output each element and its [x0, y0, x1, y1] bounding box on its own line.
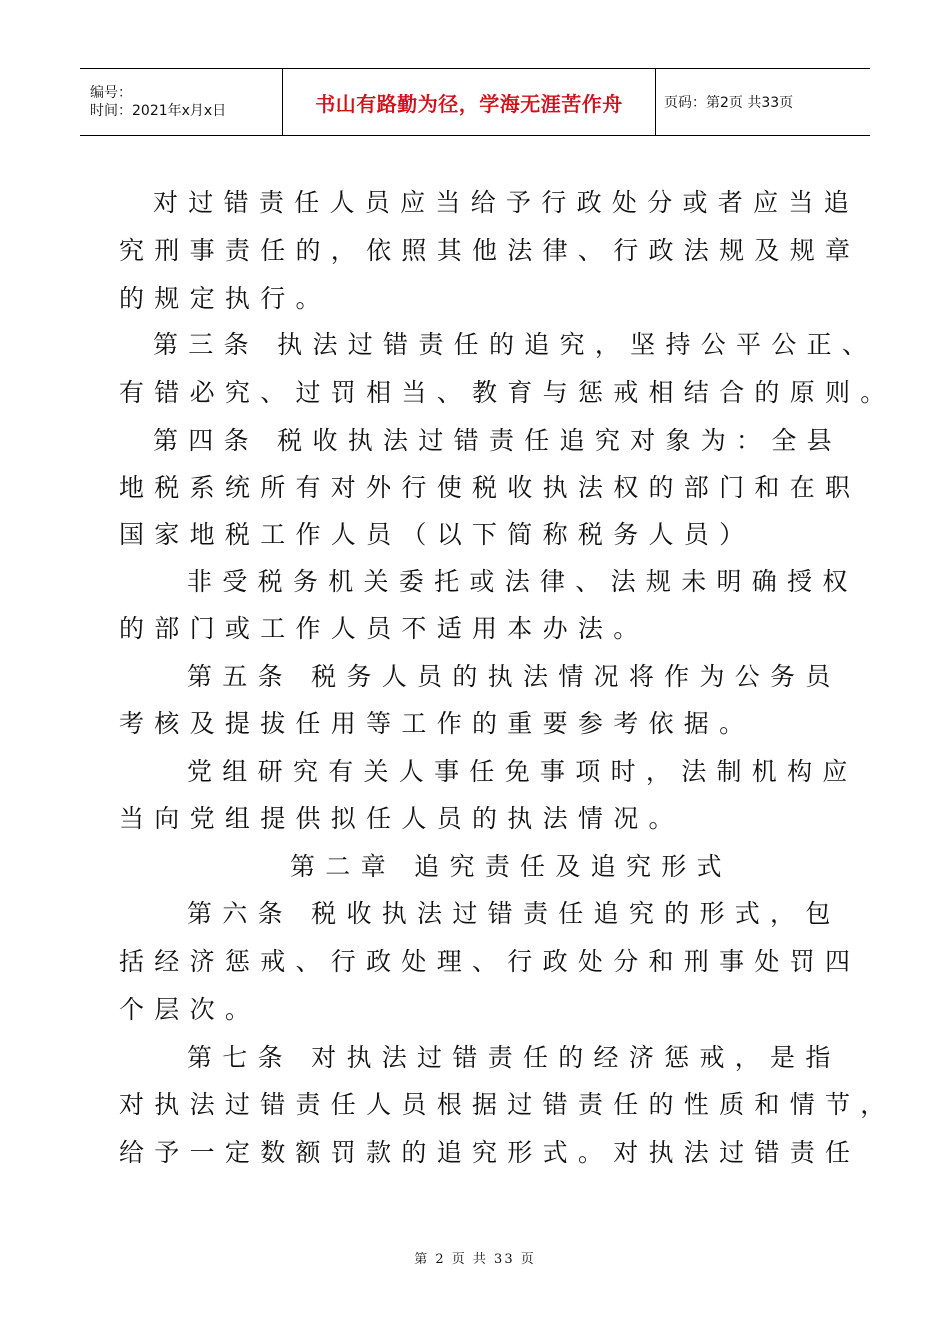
- body-line: 当向党组提供拟任人员的执法情况。: [119, 804, 684, 833]
- body-line: 非受税务机关委托或法律、法规未明确授权: [187, 567, 858, 596]
- body-line: 的部门或工作人员不适用本办法。: [119, 614, 649, 643]
- article-heading-line: 第三条 执法过错责任的追究，坚持公平公正、: [153, 330, 878, 359]
- body-line: 考核及提拔任用等工作的重要参考依据。: [119, 709, 755, 738]
- body-line: 有错必究、过罚相当、教育与惩戒相结合的原则。: [119, 378, 896, 407]
- body-line: 给予一定数额罚款的追究形式。对执法过错责任: [119, 1138, 861, 1167]
- article-heading-line: 第七条 对执法过错责任的经济惩戒，是指: [187, 1043, 841, 1072]
- body-line: 括经济惩戒、行政处理、行政处分和刑事处罚四: [119, 947, 861, 976]
- body-line: 地税系统所有对外行使税收执法权的部门和在职: [119, 473, 861, 502]
- body-line: 个层次。: [119, 995, 261, 1024]
- body-line: 对过错责任人员应当给予行政处分或者应当追: [153, 188, 860, 217]
- header-motto: 书山有路勤为径，学海无涯苦作舟: [315, 91, 623, 116]
- page-header: [80, 68, 870, 136]
- article-heading-line: 第六条 税收执法过错责任追究的形式，包: [187, 899, 841, 928]
- body-line: 国家地税工作人员（以下简称税务人员）: [119, 520, 755, 549]
- article-heading-line: 第五条 税务人员的执法情况将作为公务员: [187, 662, 841, 691]
- body-line: 党组研究有关人事任免事项时，法制机构应: [187, 757, 858, 786]
- header-page-info-cell: [656, 69, 870, 135]
- page-footer: 第 2 页 共 33 页: [414, 1252, 536, 1267]
- header-motto-cell: [283, 69, 656, 135]
- document-time-label: 时间：2021年x月x日: [90, 103, 227, 119]
- body-line: 究刑事责任的，依照其他法律、行政法规及规章: [119, 236, 861, 265]
- body-line: 的规定执行。: [119, 284, 331, 313]
- article-heading-line: 第四条 税收执法过错责任追究对象为：全县: [153, 426, 842, 455]
- chapter-heading: 第二章 追究责任及追究形式: [290, 852, 732, 881]
- header-page-info: 页码：第2页 共33页: [664, 95, 794, 111]
- document-number-label: 编号：: [90, 85, 132, 101]
- body-line: 对执法过错责任人员根据过错责任的性质和情节，: [119, 1090, 896, 1119]
- header-meta: [80, 69, 283, 135]
